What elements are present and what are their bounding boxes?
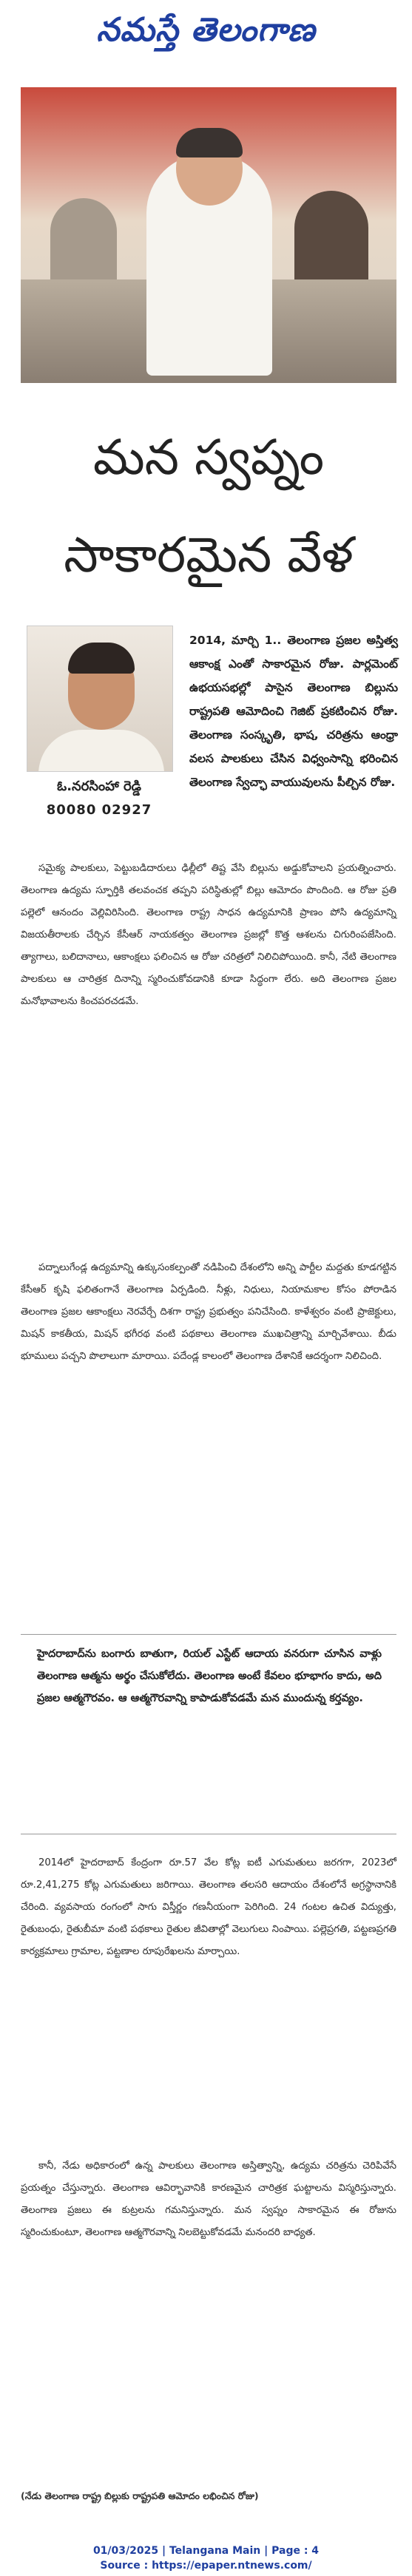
photo-central-hair bbox=[176, 128, 243, 157]
quote-rule-top bbox=[21, 1634, 396, 1635]
portrait-hair bbox=[68, 643, 135, 674]
article-headline bbox=[21, 399, 396, 614]
body-paragraph-2: పద్నాలుగేండ్ల ఉద్యమాన్ని ఉక్కుసంకల్పంతో నడిపించి దేశంలోని అన్ని పార్టీల మద్దతు కూడగట్టిన కేసీఆర్ కృషి ఫలితంగానే తెలంగాణ ఏర్పడింది. నీళ్లు, నిధులు, నియామకాల కోసం పోరాడిన తెలంగాణ ప్రజల ఆకాంక్షలు నెరవేర్చే దిశగా రాష్ట్ర ప్రభుత్వం పనిచేసింది. కాళేశ్వరం వంటి ప్రాజెక్టులు, మిషన్ కాకతీయ, మిషన్ భగీరథ వంటి పథకాలు తెలంగాణ ముఖచిత్రాన్ని మార్చివేశాయి. బీడు భూములు పచ్చని పొలాలుగా మారాయి. పదేండ్ల కాలంలో తెలంగాణ దేశానికే ఆదర్శంగా నిలిచింది. bbox=[21, 1262, 396, 1362]
masthead-logo: నమస్తే తెలంగాణ bbox=[96, 11, 316, 49]
footer-source-line: Source : https://epaper.ntnews.com/ bbox=[100, 2560, 312, 2572]
author-phone: 80080 02927 bbox=[46, 802, 152, 818]
article-body-1 bbox=[21, 858, 396, 1013]
article-body-2 bbox=[21, 1257, 396, 1368]
article-lead: 2014, మార్చి 1.. తెలంగాణ ప్రజల అస్తిత్వ ఆకాంక్ష ఎంతో సాకారమైన రోజు. పార్లమెంట్ ఉభయసభల్లో పాసైన తెలంగాణ బిల్లును రాష్ట్రపతి ఆమోదించి గెజిట్ ప్రకటించిన రోజు. తెలంగాణ సంస్కృతి, భాష, చరిత్రను ఆంధ్రా వలస పాలకులు చేసిన విధ్వంసాన్ని భరించిన తెలంగాణ స్వేచ్ఛా వాయువులను పీల్చిన రోజు. bbox=[189, 634, 398, 789]
portrait-body bbox=[38, 730, 164, 772]
author-name: ఓ.నరసింహా రెడ్డి bbox=[57, 779, 141, 794]
page-footer bbox=[0, 2543, 412, 2573]
pull-quote: హైదరాబాద్‌ను బంగారు బాతుగా, రియల్ ఎస్టేట్ ఆదాయ వనరుగా చూసిన వాళ్లు తెలంగాణ ఆత్మను అర్థం చేసుకోలేదు. తెలంగాణ అంటే కేవలం భూభాగం కాదు, అది ప్రజల ఆత్మగౌరవం. ఆ ఆత్మగౌరవాన్ని కాపాడుకోవడమే మన ముందున్న కర్తవ్యం. bbox=[37, 1648, 382, 1704]
body-paragraph-1: సమైక్య పాలకులు, పెట్టుబడిదారులు ఢిల్లీలో తిష్ట వేసి బిల్లును అడ్డుకోవాలని ప్రయత్నించారు. తెలంగాణ ఉద్యమ స్ఫూర్తికి తలవంచక తప్పని పరిస్థితుల్లో బిల్లు ఆమోదం పొందింది. ఆ రోజు ప్రతి పల్లెలో ఆనందం వెల్లివిరిసింది. తెలంగాణ రాష్ట్ర సాధన ఉద్యమానికి ప్రాణం పోసి ఉద్యమాన్ని విజయతీరాలకు చేర్చిన కేసీఆర్ నాయకత్వం తెలంగాణ ప్రజల్లో కొత్త ఆశలను చిగురింపజేసింది. త్యాగాలు, బలిదానాలు, ఆకాంక్షలు ఫలించిన ఆ రోజు చరిత్రలో నిలిచిపోయింది. కానీ, నేటి తెలంగాణ పాలకులు ఆ చారిత్రక దినాన్ని స్మరించుకోవడానికి కూడా సిద్ధంగా లేరు. అది తెలంగాణ ప్రజల మనోభావాలను కించపరచడమే. bbox=[21, 863, 396, 1007]
article-body-4 bbox=[21, 2155, 396, 2244]
article-body-3 bbox=[21, 1852, 396, 1963]
body-paragraph-4: కానీ, నేడు అధికారంలో ఉన్న పాలకులు తెలంగాణ అస్తిత్వాన్ని, ఉద్యమ చరిత్రను చెరిపివేసే ప్రయత్నం చేస్తున్నారు. తెలంగాణ ఆవిర్భావానికి కారణమైన చారిత్రక ఘట్టాలను విస్మరిస్తున్నారు. తెలంగాణ ప్రజలు ఈ కుట్రలను గమనిస్తున్నారు. మన స్వప్నం సాకారమైన ఈ రోజును స్మరించుకుంటూ, తెలంగాణ ఆత్మగౌరవాన్ని నిలబెట్టుకోవడమే మనందరి బాధ్యత. bbox=[21, 2160, 396, 2238]
headline-line-1: మన స్వప్నం bbox=[92, 429, 325, 486]
masthead bbox=[0, 0, 412, 68]
article-footnote: (నేడు తెలంగాణ రాష్ట్ర బిల్లుకు రాష్ట్రపతి ఆమోదం లభించిన రోజు) bbox=[21, 2490, 259, 2501]
footer-edition-line: 01/03/2025 | Telangana Main | Page : 4 bbox=[92, 2545, 320, 2557]
headline-line-2: సాకారమైన వేళ bbox=[64, 526, 354, 583]
body-paragraph-3: 2014లో హైదరాబాద్ కేంద్రంగా రూ.57 వేల కోట్ల ఐటీ ఎగుమతులు జరగగా, 2023లో రూ.2,41,275 కోట్ల ఎగుమతులు జరిగాయి. తెలంగాణ తలసరి ఆదాయం దేశంలోనే అగ్రస్థానానికి చేరింది. వ్యవసాయ రంగంలో సాగు విస్తీర్ణం గణనీయంగా పెరిగింది. 24 గంటల ఉచిత విద్యుత్తు, రైతుబంధు, రైతుబీమా వంటి పథకాలు రైతుల జీవితాల్లో వెలుగులు నింపాయి. పల్లెప్రగతి, పట్టణప్రగతి కార్యక్రమాలు గ్రామాల, పట్టణాల రూపురేఖలను మార్చాయి. bbox=[21, 1857, 396, 1957]
author-portrait bbox=[27, 626, 173, 772]
lead-photo bbox=[21, 87, 396, 383]
